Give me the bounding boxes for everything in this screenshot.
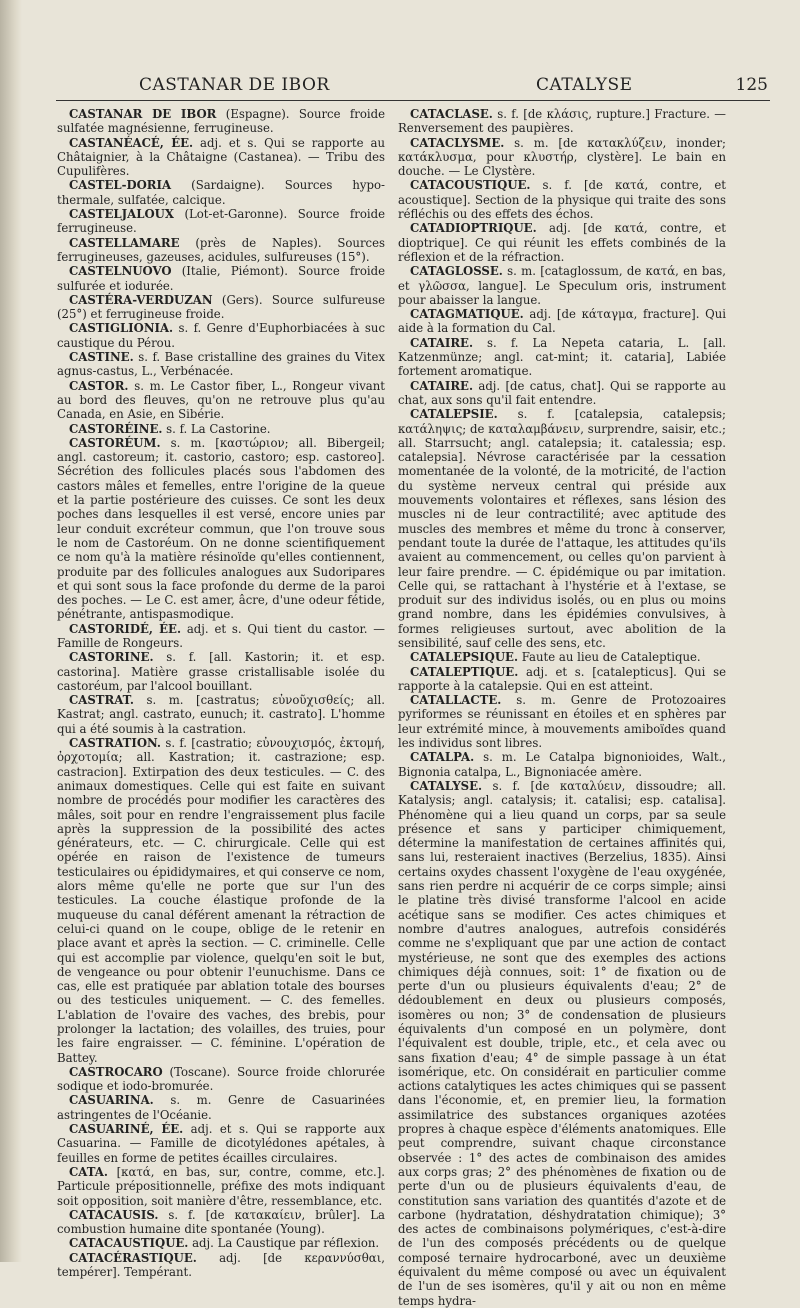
entry-headword: CASTÉRA-VERDUZAN	[69, 292, 213, 307]
entry-definition: [κατά, en bas, sur, contre, comme, etc.]. Particule prépositionnelle, préfixe des mots indiquant soit opposition, soit manière d'être, ressemblance, etc.	[57, 1164, 385, 1208]
entry-headword: CATACÉRASTIQUE.	[69, 1250, 197, 1265]
entry-definition: (Gers). Source sulfureuse (25°) et ferrugineuse froide.	[57, 292, 385, 322]
entry-headword: CASTANAR DE IBOR	[69, 107, 217, 121]
entry-definition: (Toscane). Source froide chlorurée sodique et iodo-bromurée.	[57, 1064, 385, 1094]
entry-definition: s. f. [de κλάσις, rupture.] Fracture. — Renversement des paupières.	[398, 107, 726, 136]
entry-definition: s. f. [all. Kastorin; it. et esp. castorina]. Matière grasse cristallisable isolée du castoréum, par l'alcool bouillant.	[57, 650, 385, 693]
dictionary-entry	[398, 650, 726, 664]
dictionary-entry	[57, 136, 385, 179]
entry-definition: adj. [de catus, chat]. Qui se rapporte au chat, aux sons qu'il fait entendre.	[398, 378, 726, 407]
entry-definition: adj. et s. Qui tient du castor. — Famille de Rongeurs.	[57, 621, 385, 650]
entry-headword: CATACOUSTIQUE.	[410, 178, 531, 193]
entry-definition: s. m. Genre de Protozoaires pyriformes se réunissant en étoiles et en sphères par leur extrémité mince, à mouvements amiboïdes quand les individus sont libres.	[398, 693, 726, 751]
entry-definition: s. m. [καστώριον; all. Bibergeil; angl. castoreum; it. castorio, castoro; esp. castoreo]. Sécrétion des follicules placés sous l'abdomen des castors mâles et femelles, entre l'origine de la queue et la partie postérieure des cuisses. Ce sont les deux poches dans lesquelles il est versé, encore unies par leur conduit excréteur commun, que l'on trouve sous le nom de Castoréum. On ne donne scientifiquement ce nom qu'à la matière résinoïde qu'elles contiennent, produite par des follicules analogues aux Sudoripares et qui sont sous la face profonde du derme de la paroi des poches. — Le C. est amer, âcre, d'une odeur fétide, pénétrante, antispasmodique.	[57, 435, 385, 622]
entry-definition: s. m. Le Castor fiber, L., Rongeur vivant au bord des fleuves, qu'on ne retrouve plus qu'au Canada, en Asie, en Sibérie.	[57, 378, 385, 422]
dictionary-entry	[57, 1251, 385, 1280]
entry-definition: (Italie, Piémont). Source froide sulfurée et iodurée.	[57, 264, 385, 293]
entry-headword: CATAGLOSSE.	[410, 264, 503, 279]
entry-headword: CATACAUSTIQUE.	[69, 1236, 189, 1251]
entry-headword: CASTOR.	[69, 378, 129, 393]
entry-headword: CATALLACTE.	[410, 693, 502, 708]
entry-headword: CASUARINÉ, ÉE.	[69, 1122, 184, 1137]
dictionary-entry	[398, 665, 726, 694]
dictionary-entry	[57, 350, 385, 379]
entry-definition: adj. et s. Qui se rapporte au Châtaignier, à la Châtaigne (Castanea). — Tribu des Cupulifères.	[57, 135, 385, 179]
dictionary-entry	[57, 1065, 385, 1094]
dictionary-entry	[57, 422, 385, 436]
dictionary-entry	[398, 178, 726, 221]
entry-headword: CASTORINE.	[69, 650, 154, 665]
entry-headword: CATACLASE.	[410, 107, 493, 121]
page-number: 125	[735, 75, 768, 95]
entry-headword: CASTANÉACÉ, ÉE.	[69, 135, 194, 150]
dictionary-entry	[57, 622, 385, 651]
entry-headword: CASTELNUOVO	[69, 264, 172, 279]
dictionary-entry	[57, 736, 385, 1065]
entry-headword: CATALYSE.	[410, 778, 483, 793]
entry-definition: (Espagne). Source froide sulfatée magnésienne, ferrugineuse.	[57, 107, 385, 136]
dictionary-entry	[57, 107, 385, 136]
entry-definition: s. f. Base cristalline des graines du Vitex agnus-castus, L., Verbénacée.	[57, 350, 385, 379]
dictionary-entry	[398, 407, 726, 650]
dictionary-entry	[398, 221, 726, 264]
entry-definition: s. f. [de κατακαίειν, brûler]. La combustion humaine dite spontanée (Young).	[57, 1207, 385, 1237]
entry-headword: CASTRATION.	[69, 736, 161, 751]
entry-headword: CASTELLAMARE	[69, 235, 180, 250]
dictionary-entry	[57, 650, 385, 693]
entry-definition: s. f. [de κατά, contre, et acoustique]. Section de la physique qui traite des sons réfléchis ou des effets des échos.	[398, 178, 726, 222]
entry-definition: adj. et s. [catalepticus]. Qui se rapporte à la catalepsie. Qui en est atteint.	[398, 664, 726, 693]
header-rule	[56, 100, 770, 101]
entry-definition: s. f. [catalepsia, catalepsis; κατάληψις; de καταλαμβάνειν, surprendre, saisir, etc.; all. Starrsucht; angl. catalepsia; it. catalessia; esp. catalepsia]. Névrose caractérisée par la cessation momentanée de la volonté, de la motricité, de l'action du système nerveux central qui préside aux mouvements volontaires et réflexes, sans lésion des muscles ni de leur contractilité; avec aptitude des muscles des membres et même du tronc à conserver, pendant toute la durée de l'attaque, les attitudes qu'ils avaient au commencement, ou celles qu'on parvient à leur faire prendre. — C. épidémique ou par imitation. Celle qui, se rattachant à l'hystérie et à l'extase, se produit sur des individus isolés, ou en plus ou moins grand nombre, dans les épidémies convulsives, à formes religieuses surtout, avec abolition de la sensibilité, sauf celle des sens, etc.	[398, 407, 726, 650]
entry-headword: CASTEL-DORIA	[69, 178, 172, 193]
header-right-title: CATALYSE	[536, 75, 633, 95]
dictionary-entry	[398, 336, 726, 379]
dictionary-entry	[398, 379, 726, 408]
dictionary-entry	[57, 379, 385, 422]
dictionary-entry	[398, 307, 726, 336]
entry-headword: CASTROCARO	[69, 1064, 163, 1079]
dictionary-entry	[398, 264, 726, 307]
dictionary-entry	[57, 178, 385, 207]
entry-headword: CASTORIDÉ, ÉE.	[69, 621, 182, 636]
entry-headword: CATACAUSIS.	[69, 1207, 159, 1222]
dictionary-entry	[57, 1093, 385, 1122]
dictionary-entry	[57, 1165, 385, 1208]
entry-headword: CASUARINA.	[69, 1093, 154, 1108]
entry-headword: CASTRAT.	[69, 693, 134, 708]
running-header	[56, 75, 768, 99]
right-column	[398, 107, 726, 1308]
entry-headword: CATALEPSIQUE.	[410, 650, 519, 665]
dictionary-entry	[398, 779, 726, 1308]
entry-definition: adj. [de κεραννύσθαι, tempérer]. Tempérant.	[57, 1250, 385, 1280]
entry-headword: CASTORÉUM.	[69, 435, 161, 450]
entry-definition: Faute au lieu de Cataleptique.	[518, 650, 701, 665]
entry-definition: s. m. [cataglossum, de κατά, en bas, et γλῶσσα, langue]. Le Speculum oris, instrument pour abaisser la langue.	[398, 264, 726, 307]
entry-definition: s. f. La Castorine.	[162, 421, 271, 436]
dictionary-entry	[398, 107, 726, 136]
page-binding-edge	[0, 0, 22, 1262]
dictionary-entry	[57, 321, 385, 350]
entry-headword: CATAIRE.	[410, 378, 474, 393]
dictionary-entry	[57, 436, 385, 622]
dictionary-entry	[57, 1208, 385, 1237]
header-left-title: CASTANAR DE IBOR	[139, 75, 330, 95]
dictionary-entry	[57, 293, 385, 322]
entry-headword: CATADIOPTRIQUE.	[410, 221, 537, 236]
dictionary-entry	[57, 1236, 385, 1250]
left-column	[57, 107, 385, 1280]
entry-definition: adj. [de κάταγμα, fracture]. Qui aide à la formation du Cal.	[398, 307, 726, 336]
entry-definition: s. f. [castratio; εὐνουχισμός, ἐκτομή, ὀρχοτομία; all. Kastration; it. castrazione; esp. castracion]. Extirpation des deux testicules. — C. des animaux domestiques. Celle qui est faite en suivant nombre de procédés pour modifier les caractères des mâles, soit pour en rendre l'engraissement plus facile après la suppression de la possibilité des actes générateurs, etc. — C. chirurgicale. Celle qui est opérée en raison de l'existence de tumeurs testiculaires ou épididymaires, et qui conserve ce nom, alors même qu'elle ne porte que sur l'un des testicules. La couche élastique profonde de la muqueuse du canal déférent amenant la rétraction de celui-ci quand on le coupe, oblige de le retenir en place avant et après la section. — C. criminelle. Celle qui est accomplie par violence, quelqu'en soit le but, de vengeance ou pour obtenir l'eunuchisme. Dans ce cas, elle est pratiquée par ablation totale des bourses ou des testicules uniquement. — C. des femelles. L'ablation de l'ovaire des vaches, des brebis, pour prolonger la lactation; des volailles, des truies, pour les faire engraisser. — C. féminine. L'opération de Battey.	[57, 736, 385, 1065]
entry-definition: (Lot-et-Garonne). Source froide ferrugineuse.	[57, 207, 385, 236]
entry-definition: s. f. Genre d'Euphorbiacées à suc caustique du Pérou.	[57, 321, 385, 350]
entry-definition: s. m. [castratus; εὐνοῦχισθείς; all. Kastrat; angl. castrato, eunuch; it. castrato]. L'homme qui a été soumis à la castration.	[57, 693, 385, 736]
entry-definition: (près de Naples). Sources ferrugineuses, gazeuses, acidules, sulfureuses (15°).	[57, 235, 385, 264]
entry-definition: adj. [de κατά, contre, et dioptrique]. Ce qui réunit les effets combinés de la réflexion et de la réfraction.	[398, 221, 726, 264]
entry-headword: CATA.	[69, 1164, 108, 1179]
dictionary-entry	[57, 1122, 385, 1165]
entry-headword: CASTIGLIONIA.	[69, 321, 174, 336]
entry-headword: CASTINE.	[69, 350, 134, 365]
entry-definition: adj. La Caustique par réflexion.	[188, 1236, 380, 1251]
entry-headword: CATAIRE.	[410, 335, 474, 350]
dictionary-entry	[57, 236, 385, 265]
entry-definition: s. m. Genre de Casuarinées astringentes de l'Océanie.	[57, 1093, 385, 1122]
entry-definition: s. f. [de καταλύειν, dissoudre; all. Katalysis; angl. catalysis; it. catalisi; esp. catalisa]. Phénomène qui a lieu quand un corps, par sa seule présence et sans y participer chimiquement, détermine la manifestation de certaines affinités qui, sans lui, resteraient inactives (Berzelius, 1835). Ainsi certains oxydes chassent l'oxygène de l'eau oxygénée, sans rien perdre ni acquérir de ce corps simple; ainsi le platine très divisé transforme l'alcool en acide acétique sans se modifier. Ces actes chimiques et nombre d'autres analogues, autrefois considérés comme ne s'expliquant que par une action de contact mystérieuse, ne sont que des exemples des actions chimiques déjà connues, soit: 1° de fixation ou de perte d'un ou plusieurs équivalents d'eau; 2° de dédoublement en deux ou plusieurs composés, isomères ou non; 3° de condensation de plusieurs équivalents d'un composé en un polymère, dont l'équivalent est double, triple, etc., et cela avec ou sans fixation d'eau; 4° de simple passage à un état isomérique, etc. On considérait en particulier comme actions catalytiques les actes chimiques qui se passent dans l'économie, et, en premier lieu, la formation assimilatrice des substances organiques azotées propres à chaque espèce d'éléments anatomiques. Elle peut comprendre, suivant chaque circonstance observée : 1° des actes de combinaison des amides aux corps gras; 2° des phénomènes de fixation ou de perte d'un ou de plusieurs équivalents d'eau, de constitution sans variation des quantités d'azote et de carbone (hydratation, déshydratation chimique); 3° des actes de combinaisons polymériques, c'est-à-dire de l'un des composés précédents ou de quelque composé ternaire hydrocarboné, avec un deuxième équivalent du même composé ou avec un équivalent de l'un de ses isomères, qu'il y ait ou non en même temps hydra-	[398, 778, 726, 1308]
entry-headword: CASTORÉINE.	[69, 421, 163, 436]
entry-headword: CASTELJALOUX	[69, 207, 174, 222]
entry-definition: s. m. Le Catalpa bignonioides, Walt., Bignonia catalpa, L., Bignoniacée amère.	[398, 750, 726, 779]
entry-definition: s. f. La Nepeta cataria, L. [all. Katzenmünze; angl. cat-mint; it. cataria], Labiée fortement aromatique.	[398, 335, 726, 379]
entry-headword: CATAGMATIQUE.	[410, 307, 524, 322]
dictionary-entry	[57, 693, 385, 736]
dictionary-entry	[398, 750, 726, 779]
entry-headword: CATALPA.	[410, 750, 475, 765]
entry-definition: (Sardaigne). Sources hypo-thermale, sulfatée, calcique.	[57, 178, 385, 207]
dictionary-entry	[398, 693, 726, 750]
dictionary-entry	[398, 136, 726, 179]
entry-definition: s. m. [de κατακλύζειν, inonder; κατάκλυσμα, pour κλυστήρ, clystère]. Le bain en douche. — Le Clystère.	[398, 135, 726, 179]
entry-headword: CATACLYSME.	[410, 135, 505, 150]
entry-headword: CATALEPSIE.	[410, 407, 498, 422]
entry-definition: adj. et s. Qui se rapporte aux Casuarina. — Famille de dicotylédones apétales, à feuilles en forme de petites écailles circulaires.	[57, 1122, 385, 1165]
dictionary-entry	[57, 264, 385, 293]
dictionary-entry	[57, 207, 385, 236]
entry-headword: CATALEPTIQUE.	[410, 664, 519, 679]
